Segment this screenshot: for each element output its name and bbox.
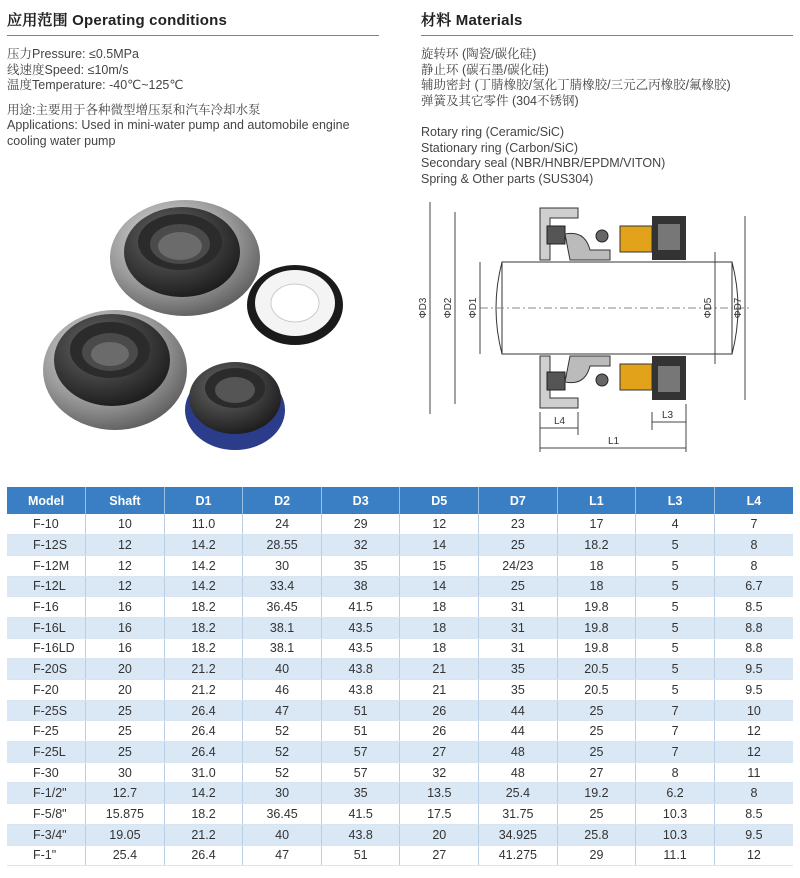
table-cell: 5 — [636, 680, 715, 701]
table-cell: 26.4 — [164, 700, 243, 721]
ceramic-ring — [247, 265, 343, 345]
column-header-d5: D5 — [400, 487, 479, 514]
column-header-d1: D1 — [164, 487, 243, 514]
table-cell: F-25L — [7, 742, 86, 763]
table-cell: 15.875 — [86, 804, 165, 825]
table-cell: 24 — [243, 514, 322, 535]
table-cell: 12 — [714, 742, 793, 763]
table-cell: F-25 — [7, 721, 86, 742]
table-cell: 31 — [479, 638, 558, 659]
table-cell: F-5/8" — [7, 804, 86, 825]
table-cell: 57 — [321, 742, 400, 763]
table-cell: 26 — [400, 700, 479, 721]
table-cell: 35 — [479, 680, 558, 701]
table-row — [7, 742, 793, 763]
label-d3: ΦD3 — [418, 297, 429, 319]
table-cell: 17 — [557, 514, 636, 535]
table-cell: 38.1 — [243, 638, 322, 659]
table-cell: 9.5 — [714, 680, 793, 701]
table-cell: 15 — [400, 555, 479, 576]
table-cell: F-16L — [7, 617, 86, 638]
table-cell: 40 — [243, 824, 322, 845]
label-d2: ΦD2 — [443, 297, 454, 319]
table-cell: 21.2 — [164, 659, 243, 680]
label-l1: L1 — [608, 436, 620, 447]
table-cell: 43.8 — [321, 659, 400, 680]
column-header-l3: L3 — [636, 487, 715, 514]
table-cell: 8.8 — [714, 638, 793, 659]
table-cell: 20 — [400, 824, 479, 845]
table-cell: 27 — [400, 845, 479, 866]
column-header-d7: D7 — [479, 487, 558, 514]
table-cell: 8 — [714, 555, 793, 576]
table-cell: 11 — [714, 762, 793, 783]
table-cell: 5 — [636, 555, 715, 576]
table-cell: 10 — [86, 514, 165, 535]
table-cell: 41.5 — [321, 597, 400, 618]
table-cell: 7 — [636, 742, 715, 763]
table-cell: F-3/4" — [7, 824, 86, 845]
spring-parts-en: Spring & Other parts (SUS304) — [421, 171, 594, 186]
table-cell: 10.3 — [636, 824, 715, 845]
table-cell: 8 — [636, 762, 715, 783]
table-row — [7, 617, 793, 638]
table-cell: 10.3 — [636, 804, 715, 825]
operating-conditions-text — [7, 47, 350, 149]
table-cell: 47 — [243, 845, 322, 866]
table-cell: 9.5 — [714, 824, 793, 845]
table-cell: 25 — [557, 721, 636, 742]
table-cell: 35 — [321, 555, 400, 576]
table-cell: 14.2 — [164, 783, 243, 804]
table-cell: 8.5 — [714, 597, 793, 618]
table-cell: 18.2 — [164, 597, 243, 618]
table-cell: 18 — [400, 617, 479, 638]
table-cell: F-12M — [7, 555, 86, 576]
table-cell: 9.5 — [714, 659, 793, 680]
table-cell: 18 — [400, 597, 479, 618]
table-cell: F-30 — [7, 762, 86, 783]
temperature-line: 温度Temperature: -40℃~125℃ — [7, 78, 184, 92]
table-row — [7, 576, 793, 597]
table-header-row — [7, 487, 793, 514]
table-cell: 34.925 — [479, 824, 558, 845]
table-cell: 18.2 — [164, 617, 243, 638]
column-header-shaft: Shaft — [86, 487, 165, 514]
table-cell: 5 — [636, 659, 715, 680]
table-cell: 43.8 — [321, 680, 400, 701]
table-cell: 25.4 — [86, 845, 165, 866]
table-cell: 48 — [479, 742, 558, 763]
table-cell: 28.55 — [243, 535, 322, 556]
table-cell: 8 — [714, 783, 793, 804]
table-cell: 31 — [479, 617, 558, 638]
table-cell: F-20 — [7, 680, 86, 701]
table-cell: 8.8 — [714, 617, 793, 638]
column-header-l4: L4 — [714, 487, 793, 514]
table-cell: 19.8 — [557, 597, 636, 618]
operating-conditions-title: 应用范围 Operating conditions — [7, 12, 228, 29]
table-cell: 14.2 — [164, 535, 243, 556]
table-cell: F-1/2" — [7, 783, 86, 804]
seal-bottom-right — [185, 362, 285, 450]
table-cell: 26.4 — [164, 742, 243, 763]
table-cell: 31.0 — [164, 762, 243, 783]
label-d7: ΦD7 — [733, 297, 744, 319]
table-cell: 19.8 — [557, 638, 636, 659]
table-cell: 44 — [479, 700, 558, 721]
table-cell: 51 — [321, 721, 400, 742]
table-cell: 32 — [321, 535, 400, 556]
table-cell: 6.2 — [636, 783, 715, 804]
table-cell: 51 — [321, 845, 400, 866]
table-row — [7, 721, 793, 742]
table-cell: 27 — [557, 762, 636, 783]
table-cell: 29 — [557, 845, 636, 866]
table-cell: 25 — [557, 742, 636, 763]
column-header-l1: L1 — [557, 487, 636, 514]
table-cell: 12.7 — [86, 783, 165, 804]
table-cell: 16 — [86, 638, 165, 659]
table-cell: F-12S — [7, 535, 86, 556]
pressure-line: 压力Pressure: ≤0.5MPa — [7, 47, 139, 61]
table-cell: 25 — [86, 721, 165, 742]
secondary-seal-en: Secondary seal (NBR/HNBR/EPDM/VITON) — [421, 156, 666, 170]
table-cell: 13.5 — [400, 783, 479, 804]
column-header-d3: D3 — [321, 487, 400, 514]
table-cell: 18 — [557, 555, 636, 576]
table-cell: 14 — [400, 535, 479, 556]
table-cell: 18 — [400, 638, 479, 659]
table-cell: 30 — [243, 555, 322, 576]
column-header-d2: D2 — [243, 487, 322, 514]
table-cell: 46 — [243, 680, 322, 701]
table-cell: 5 — [636, 617, 715, 638]
label-l3: L3 — [662, 410, 674, 421]
table-cell: 16 — [86, 617, 165, 638]
table-cell: 40 — [243, 659, 322, 680]
table-cell: 12 — [714, 845, 793, 866]
table-cell: 43.8 — [321, 824, 400, 845]
table-cell: 19.8 — [557, 617, 636, 638]
table-cell: 12 — [400, 514, 479, 535]
seal-top — [110, 200, 260, 316]
seal-bottom-left — [43, 310, 187, 430]
table-cell: 32 — [400, 762, 479, 783]
materials-title-rule — [421, 35, 793, 36]
speed-line: 线速度Speed: ≤10m/s — [7, 62, 129, 77]
materials-text — [421, 47, 731, 187]
table-cell: 52 — [243, 742, 322, 763]
secondary-seal-cn: 辅助密封 (丁腈橡胶/氢化丁腈橡胶/三元乙丙橡胶/氟橡胶) — [421, 78, 731, 92]
table-cell: 38.1 — [243, 617, 322, 638]
table-cell: 12 — [86, 576, 165, 597]
table-cell: 5 — [636, 638, 715, 659]
table-cell: 30 — [86, 762, 165, 783]
table-row — [7, 638, 793, 659]
table-cell: 11.1 — [636, 845, 715, 866]
table-cell: 47 — [243, 700, 322, 721]
column-header-model: Model — [7, 487, 86, 514]
table-cell: 57 — [321, 762, 400, 783]
table-cell: 4 — [636, 514, 715, 535]
table-cell: 6.7 — [714, 576, 793, 597]
table-cell: 44 — [479, 721, 558, 742]
usage-en-line-1: Applications: Used in mini-water pump and automobile engine — [7, 118, 350, 132]
table-cell: 25 — [557, 700, 636, 721]
table-cell: 21 — [400, 659, 479, 680]
specification-table — [7, 487, 793, 866]
table-cell: F-25S — [7, 700, 86, 721]
table-row — [7, 804, 793, 825]
table-cell: 7 — [636, 700, 715, 721]
table-cell: 14.2 — [164, 576, 243, 597]
table-cell: 25 — [86, 700, 165, 721]
table-cell: 33.4 — [243, 576, 322, 597]
table-cell: F-12L — [7, 576, 86, 597]
table-cell: 18 — [557, 576, 636, 597]
table-cell: 8 — [714, 535, 793, 556]
table-cell: 16 — [86, 597, 165, 618]
table-row — [7, 514, 793, 535]
table-cell: 41.5 — [321, 804, 400, 825]
spring-parts-cn: 弹簧及其它零件 (304不锈钢) — [421, 93, 579, 108]
table-cell: 18.2 — [164, 638, 243, 659]
label-d1: ΦD1 — [468, 297, 479, 319]
table-cell: 14.2 — [164, 555, 243, 576]
table-cell: 31.75 — [479, 804, 558, 825]
table-cell: 25 — [479, 535, 558, 556]
seal-product-photo — [30, 200, 360, 460]
table-row — [7, 824, 793, 845]
table-cell: 5 — [636, 597, 715, 618]
table-cell: 43.5 — [321, 638, 400, 659]
table-cell: 26.4 — [164, 721, 243, 742]
rotary-ring-en: Rotary ring (Ceramic/SiC) — [421, 125, 565, 139]
table-cell: 20.5 — [557, 680, 636, 701]
stationary-ring-en: Stationary ring (Carbon/SiC) — [421, 140, 579, 155]
table-cell: 26.4 — [164, 845, 243, 866]
table-cell: 29 — [321, 514, 400, 535]
table-cell: F-16LD — [7, 638, 86, 659]
table-cell: 12 — [86, 535, 165, 556]
table-cell: 17.5 — [400, 804, 479, 825]
table-cell: 7 — [636, 721, 715, 742]
table-cell: 12 — [86, 555, 165, 576]
table-cell: 21.2 — [164, 824, 243, 845]
table-cell: 43.5 — [321, 617, 400, 638]
table-cell: F-16 — [7, 597, 86, 618]
label-l4: L4 — [554, 416, 566, 427]
table-row — [7, 597, 793, 618]
table-row — [7, 783, 793, 804]
table-cell: 38 — [321, 576, 400, 597]
table-cell: 20 — [86, 659, 165, 680]
table-cell: F-1" — [7, 845, 86, 866]
table-cell: 41.275 — [479, 845, 558, 866]
table-cell: 18.2 — [164, 804, 243, 825]
table-cell: 27 — [400, 742, 479, 763]
table-cell: 26 — [400, 721, 479, 742]
table-cell: 36.45 — [243, 804, 322, 825]
usage-en-line-2: cooling water pump — [7, 133, 116, 148]
materials-title: 材料 Materials — [421, 12, 523, 29]
table-cell: 8.5 — [714, 804, 793, 825]
table-cell: 19.05 — [86, 824, 165, 845]
label-d5: ΦD5 — [703, 297, 714, 319]
table-row — [7, 762, 793, 783]
table-cell: 48 — [479, 762, 558, 783]
table-row — [7, 555, 793, 576]
seal-cross-section-drawing — [410, 190, 800, 470]
usage-cn-line: 用途:主要用于各种微型增压泵和汽车冷却水泵 — [7, 102, 261, 117]
table-cell: 25 — [479, 576, 558, 597]
table-cell: 19.2 — [557, 783, 636, 804]
operating-title-rule — [7, 35, 379, 36]
table-cell: 25.8 — [557, 824, 636, 845]
table-cell: F-20S — [7, 659, 86, 680]
table-cell: 10 — [714, 700, 793, 721]
table-cell: 51 — [321, 700, 400, 721]
table-row — [7, 680, 793, 701]
table-cell: 52 — [243, 721, 322, 742]
table-cell: 25 — [557, 804, 636, 825]
table-row — [7, 535, 793, 556]
table-cell: F-10 — [7, 514, 86, 535]
table-cell: 20 — [86, 680, 165, 701]
table-cell: 5 — [636, 576, 715, 597]
table-cell: 18.2 — [557, 535, 636, 556]
table-cell: 5 — [636, 535, 715, 556]
table-row — [7, 700, 793, 721]
table-row — [7, 659, 793, 680]
table-cell: 25 — [86, 742, 165, 763]
table-cell: 31 — [479, 597, 558, 618]
table-cell: 20.5 — [557, 659, 636, 680]
table-cell: 52 — [243, 762, 322, 783]
table-cell: 12 — [714, 721, 793, 742]
table-cell: 35 — [479, 659, 558, 680]
stationary-ring-cn: 静止环 (碳石墨/碳化硅) — [421, 62, 549, 77]
table-cell: 35 — [321, 783, 400, 804]
table-body — [7, 514, 793, 866]
table-cell: 24/23 — [479, 555, 558, 576]
table-cell: 11.0 — [164, 514, 243, 535]
table-cell: 14 — [400, 576, 479, 597]
rotary-ring-cn: 旋转环 (陶瓷/碳化硅) — [421, 47, 537, 61]
table-cell: 21 — [400, 680, 479, 701]
table-cell: 25.4 — [479, 783, 558, 804]
table-cell: 7 — [714, 514, 793, 535]
table-cell: 21.2 — [164, 680, 243, 701]
table-row — [7, 845, 793, 866]
table-cell: 36.45 — [243, 597, 322, 618]
table-cell: 23 — [479, 514, 558, 535]
table-cell: 30 — [243, 783, 322, 804]
